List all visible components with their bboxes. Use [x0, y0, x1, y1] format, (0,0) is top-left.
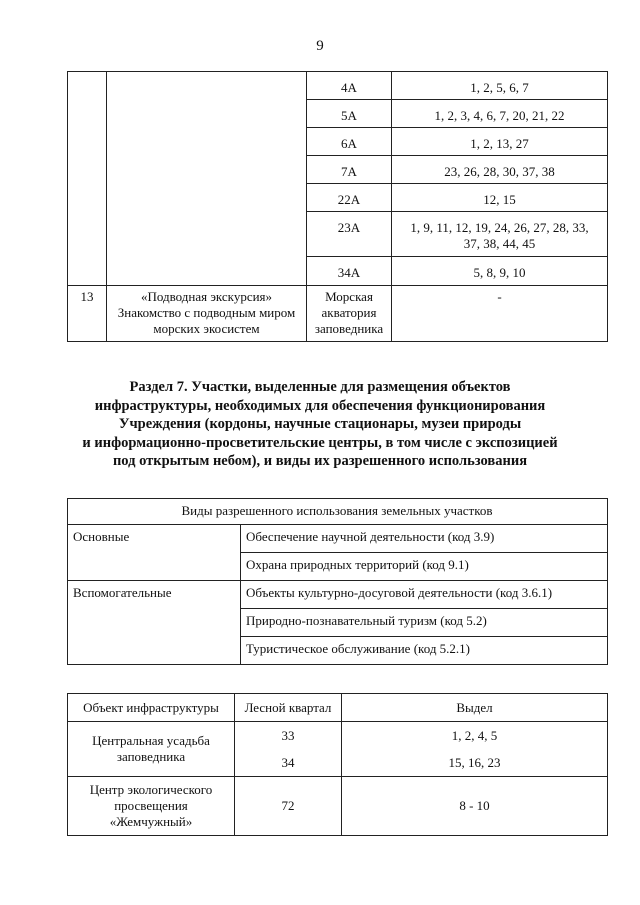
table-row — [68, 72, 608, 100]
object-name-line: Центр экологического — [89, 782, 213, 797]
quarter-code: 6A — [307, 128, 392, 156]
aux-use-item: Туристическое обслуживание (код 5.2.1) — [241, 637, 608, 665]
object-name — [68, 777, 235, 836]
header-kvartal: Лесной квартал — [235, 694, 342, 722]
quarter-values: 23, 26, 28, 30, 37, 38 — [392, 156, 608, 184]
excursion-place — [307, 286, 392, 342]
vydel-value: 1, 2, 4, 5 — [342, 722, 608, 750]
values-line: 37, 38, 44, 45 — [463, 236, 536, 251]
heading-line: под открытым небом), и виды их разрешенного использования — [112, 453, 528, 469]
quarter-values: 5, 8, 9, 10 — [392, 257, 608, 286]
quarter-code: 7A — [307, 156, 392, 184]
aux-use-item: Природно-познавательный туризм (код 5.2) — [241, 609, 608, 637]
table-row — [68, 286, 608, 342]
table-row — [68, 694, 608, 722]
kvartal-value: 34 — [235, 749, 342, 777]
heading-line: Учреждения (кордоны, научные стационары, музеи природы — [118, 416, 522, 432]
empty-name-cell — [107, 72, 307, 286]
heading-line: инфраструктуры, необходимых для обеспечения функционирования — [94, 397, 546, 414]
excursion-name — [107, 286, 307, 342]
object-name-line: просвещения — [114, 798, 188, 813]
header-object: Объект инфраструктуры — [68, 694, 235, 722]
quarter-code: 34A — [307, 257, 392, 286]
table-row — [68, 777, 608, 836]
heading-line: Раздел 7. Участки, выделенные для размещения объектов — [129, 379, 511, 395]
kvartal-value: 72 — [235, 777, 342, 836]
land-use-table — [67, 498, 608, 665]
quarter-code: 5A — [307, 100, 392, 128]
table-row — [68, 581, 608, 609]
main-use-item: Охрана природных территорий (код 9.1) — [241, 553, 608, 581]
main-use-item: Обеспечение научной деятельности (код 3.9) — [241, 525, 608, 553]
quarter-values: 1, 2, 3, 4, 6, 7, 20, 21, 22 — [392, 100, 608, 128]
section-7-heading — [60, 378, 580, 471]
main-uses-label: Основные — [68, 525, 241, 581]
heading-line: и информационно-просветительские центры, в том числе с экспозицией — [82, 434, 558, 451]
empty-number-cell — [68, 72, 107, 286]
land-use-header: Виды разрешенного использования земельных участков — [68, 499, 608, 525]
object-name-line: заповедника — [116, 749, 186, 764]
object-name-line: Центральная усадьба — [92, 733, 210, 748]
quarter-values — [392, 212, 608, 257]
page-number: 9 — [316, 38, 324, 54]
quarter-values: 1, 2, 5, 6, 7 — [392, 72, 608, 100]
quarter-code: 22A — [307, 184, 392, 212]
values-line: 1, 9, 11, 12, 19, 24, 26, 27, 28, 33, — [410, 220, 589, 235]
table-row — [68, 525, 608, 553]
aux-uses-label: Вспомогательные — [68, 581, 241, 665]
object-name-line: «Жемчужный» — [109, 814, 193, 829]
quarter-values: 1, 2, 13, 27 — [392, 128, 608, 156]
quarter-code: 4A — [307, 72, 392, 100]
excursion-place-line: акватория — [321, 305, 377, 320]
excursion-name-line: «Подводная экскурсия» — [140, 289, 273, 304]
header-vydel: Выдел — [342, 694, 608, 722]
infrastructure-table — [67, 693, 608, 836]
vydel-value: 8 - 10 — [342, 777, 608, 836]
excursion-name-line: Знакомство с подводным миром — [117, 305, 296, 320]
excursion-place-line: Морская — [325, 289, 373, 304]
aux-use-item: Объекты культурно-досуговой деятельности (код 3.6.1) — [241, 581, 608, 609]
quarter-values: 12, 15 — [392, 184, 608, 212]
excursion-value: - — [392, 286, 608, 342]
table-row — [68, 722, 608, 750]
quarter-code: 23A — [307, 212, 392, 257]
excursion-name-line: морских экосистем — [153, 321, 260, 336]
excursion-place-line: заповедника — [314, 321, 384, 336]
object-name — [68, 722, 235, 777]
table-row — [68, 499, 608, 525]
zones-table — [67, 71, 608, 342]
row-number: 13 — [68, 286, 107, 342]
vydel-value: 15, 16, 23 — [342, 749, 608, 777]
kvartal-value: 33 — [235, 722, 342, 750]
